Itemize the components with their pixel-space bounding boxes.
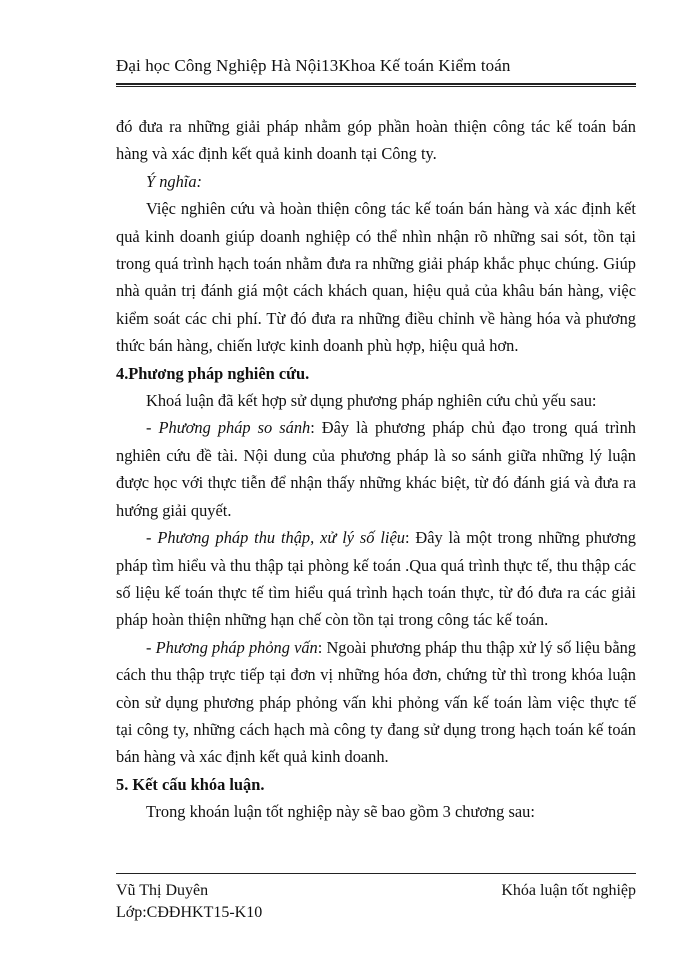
method-comparison-label: - Phương pháp so sánh [146, 418, 311, 438]
document-body [116, 113, 636, 826]
section-heading-4: 4.Phương pháp nghiên cứu. [116, 363, 310, 383]
paragraph-structure-intro: Trong khoán luận tốt nghiệp này sẽ bao gồm 3 chương sau: [146, 802, 535, 822]
method-interview-label: - Phương pháp phỏng vấn [146, 637, 318, 657]
footer-author: Vũ Thị Duyên [116, 882, 209, 899]
section-heading-5: 5. Kết cấu khóa luận. [116, 774, 265, 794]
paragraph-methods-intro: Khoá luận đã kết hợp sử dụng phương pháp nghiên cứu chủ yếu sau: [146, 391, 597, 411]
paragraph-meaning: Việc nghiên cứu và hoàn thiện công tác kế toán bán hàng và xác định kết quả kinh doanh giúp doanh nghiệp có thể nhìn nhận rõ những sai sót, tồn tại trong quá trình hạch toán nhằm đưa ra những giải pháp khắc phục chúng. Giúp nhà quản trị đánh giá một cách khách quan, hiệu quả của khâu bán hàng, việc kiểm soát các chi phí. Từ đó đưa ra những điều chỉnh về hàng hóa và phương thức bán hàng, chiến lược kinh doanh phù hợp, hiệu quả hơn. [116, 199, 636, 356]
method-data-collection-text: : Đây là một trong những phương pháp tìm hiểu và thu thập tại phòng kế toán .Qua quá trình thực tế, thu thập các số liệu kế toán thực tế tìm hiểu quá trình hạch toán thực, từ đó đưa ra các giải pháp hoàn thiện những hạn chế còn tồn tại trong công tác kế toán. [116, 528, 636, 630]
page-header: Đại học Công Nghiệp Hà Nội13Khoa Kế toán Kiểm toán [116, 56, 511, 75]
paragraph-purpose-end: đó đưa ra những giải pháp nhằm góp phần hoàn thiện công tác kế toán bán hàng và xác định kết quả kinh doanh tại Công ty. [116, 117, 636, 164]
method-interview [116, 634, 636, 771]
footer-class: Lớp:CĐĐHKT15-K10 [116, 904, 263, 921]
method-data-collection-label: - Phương pháp thu thập, xử lý số liệu [146, 528, 405, 548]
footer-doc-type: Khóa luận tốt nghiệp [501, 882, 636, 899]
header-rule [116, 83, 636, 85]
footer-rule [116, 873, 636, 874]
method-comparison-text: : Đây là phương pháp chủ đạo trong quá trình nghiên cứu đề tài. Nội dung của phương pháp là so sánh giữa những lý luận được học với thực tiễn để nhận thấy những khác biệt, từ đó đánh giá và đưa ra hướng giải quyết. [116, 418, 636, 520]
meaning-label: Ý nghĩa: [146, 171, 203, 191]
method-comparison [116, 414, 636, 524]
header-rule-thin [116, 86, 636, 87]
method-interview-text: : Ngoài phương pháp thu thập xử lý số liệu bằng cách thu thập trực tiếp tại đơn vị những hóa đơn, chứng từ thì trong khóa luận còn sử dụng phương pháp phỏng vấn khi phỏng vấn kế toán làm việc thực tế tại công ty, những cách hạch mà công ty đang sử dụng trong hạch toán kế toán bán hàng và xác định kết quả kinh doanh. [116, 637, 636, 767]
page-footer [116, 880, 636, 924]
method-data-collection [116, 524, 636, 634]
